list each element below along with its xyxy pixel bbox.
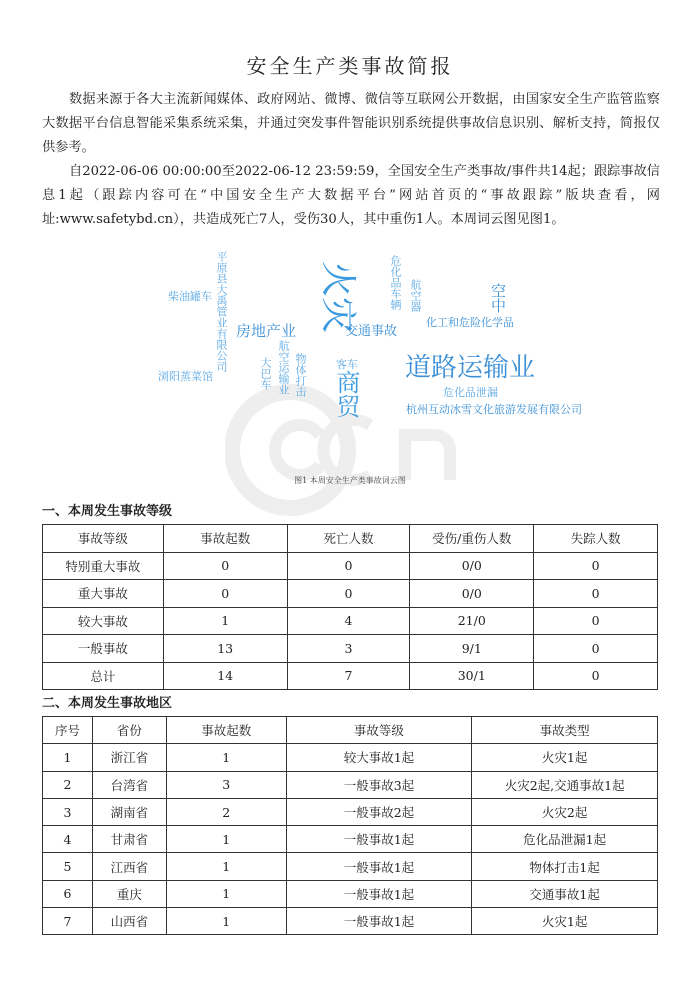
table-row: [43, 798, 658, 825]
table-cell: 一般事故: [43, 635, 164, 663]
table-row: [43, 908, 658, 935]
table-cell: 总计: [43, 662, 164, 690]
table-row: [43, 744, 658, 771]
word-cloud-term: 航空器: [409, 279, 422, 312]
table-cell: 火灾2起,交通事故1起: [472, 771, 658, 798]
table-cell: 交通事故1起: [472, 880, 658, 907]
word-cloud-term: 大巴车: [259, 357, 272, 390]
table-cell: 0: [534, 662, 658, 690]
table-cell: 0: [534, 607, 658, 635]
table-cell: 7: [287, 662, 410, 690]
table-cell: 一般事故2起: [286, 798, 472, 825]
table-cell: 较大事故1起: [286, 744, 472, 771]
word-cloud-term: 航空运输业: [277, 340, 290, 395]
figure-caption: 图1 本周安全生产类事故词云图: [294, 476, 406, 485]
table-cell: 9/1: [410, 635, 534, 663]
word-cloud: [150, 245, 582, 475]
table-cell: 13: [163, 635, 287, 663]
table-row: [43, 635, 658, 663]
table-cell: 1: [166, 826, 286, 853]
table-cell: 台湾省: [92, 771, 166, 798]
table-cell: 0: [163, 580, 287, 608]
table-cell: 江西省: [92, 853, 166, 880]
table-cell: 3: [287, 635, 410, 663]
word-cloud-term: 客车: [336, 358, 358, 371]
table-cell: 5: [43, 853, 93, 880]
table-cell: 重庆: [92, 880, 166, 907]
table-cell: 3: [166, 771, 286, 798]
table-header-row: [43, 525, 658, 553]
table-cell: 2: [166, 798, 286, 825]
table-cell: 1: [166, 853, 286, 880]
table-cell: 1: [166, 908, 286, 935]
table-cell: 6: [43, 880, 93, 907]
table-row: [43, 771, 658, 798]
table-cell: 较大事故: [43, 607, 164, 635]
word-cloud-term: 杭州互动冰雪文化旅游发展有限公司: [406, 403, 582, 416]
accident-region-table: [42, 716, 658, 935]
intro-paragraph: 数据来源于各大主流新闻媒体、政府网站、微博、微信等互联网公开数据，由国家安全生产监管监察大数据平台信息智能采集系统采集，并通过突发事件智能识别系统提供事故信息识别、解析支持，简报仅供参考。: [42, 92, 660, 155]
word-cloud-term: 危化品车辆: [389, 255, 402, 310]
section-heading: 二、本周发生事故地区: [42, 696, 173, 711]
table-cell: 火灾2起: [472, 798, 658, 825]
word-cloud-term: 商贸: [332, 370, 360, 418]
table-row: [43, 662, 658, 690]
table-cell: 30/1: [410, 662, 534, 690]
column-header: 失踪人数: [534, 525, 658, 553]
table-cell: 0: [163, 552, 287, 580]
word-cloud-term: 房地产业: [236, 322, 297, 340]
table-cell: 火灾1起: [472, 744, 658, 771]
table-cell: 21/0: [410, 607, 534, 635]
word-cloud-term: 空中: [489, 283, 507, 313]
table-cell: 0/0: [410, 552, 534, 580]
table-cell: 重大事故: [43, 580, 164, 608]
table-cell: 0/0: [410, 580, 534, 608]
table-cell: 甘肃省: [92, 826, 166, 853]
table-cell: 1: [163, 607, 287, 635]
column-header: 事故起数: [163, 525, 287, 553]
table-cell: 2: [43, 771, 93, 798]
word-cloud-term: 物体打击: [294, 353, 307, 397]
word-cloud-term: 平原县大禹管业有限公司: [215, 251, 228, 372]
table-cell: 4: [287, 607, 410, 635]
word-cloud-term: 浏阳蒸菜馆: [158, 370, 213, 383]
table-row: [43, 880, 658, 907]
section-heading: 一、本周发生事故等级: [42, 504, 173, 519]
table-cell: 一般事故1起: [286, 908, 472, 935]
column-header: 事故等级: [43, 525, 164, 553]
table-cell: 浙江省: [92, 744, 166, 771]
word-cloud-term: 道路运输业: [405, 353, 536, 383]
column-header: 受伤/重伤人数: [410, 525, 534, 553]
table-cell: 1: [166, 744, 286, 771]
column-header: 序号: [43, 717, 93, 744]
table-cell: 山西省: [92, 908, 166, 935]
table-cell: 一般事故1起: [286, 880, 472, 907]
table-cell: 0: [534, 635, 658, 663]
word-cloud-term: 交通事故: [345, 324, 398, 339]
table-row: [43, 552, 658, 580]
word-cloud-term: 柴油罐车: [168, 290, 212, 303]
column-header: 事故类型: [472, 717, 658, 744]
table-row: [43, 580, 658, 608]
table-cell: 3: [43, 798, 93, 825]
table-cell: 物体打击1起: [472, 853, 658, 880]
table-cell: 火灾1起: [472, 908, 658, 935]
column-header: 省份: [92, 717, 166, 744]
table-cell: 14: [163, 662, 287, 690]
table-cell: 0: [287, 580, 410, 608]
word-cloud-term: 危化品泄漏: [443, 386, 498, 399]
table-cell: 7: [43, 908, 93, 935]
word-cloud-term: 火灾: [317, 261, 358, 334]
table-cell: 一般事故1起: [286, 853, 472, 880]
column-header: 死亡人数: [287, 525, 410, 553]
table-cell: 0: [534, 552, 658, 580]
table-cell: 湖南省: [92, 798, 166, 825]
table-cell: 危化品泄漏1起: [472, 826, 658, 853]
table-row: [43, 826, 658, 853]
table-cell: 一般事故1起: [286, 826, 472, 853]
table-cell: 特别重大事故: [43, 552, 164, 580]
table-cell: 0: [287, 552, 410, 580]
table-cell: 0: [534, 580, 658, 608]
summary-paragraph: 自2022-06-06 00:00:00至2022-06-12 23:59:59，全国安全生产类事故/事件共14起；跟踪事故信息1起（跟踪内容可在“中国安全生产大数据平台”网站首页的“事故跟踪”版块查看，网址:www.safetybd.cn），共造成死亡7人，受伤30人，其中重伤1人。本周词云图见图1。: [42, 164, 660, 227]
table-cell: 4: [43, 826, 93, 853]
word-cloud-term: 化工和危险化学品: [426, 316, 514, 329]
table-row: [43, 853, 658, 880]
table-cell: 一般事故3起: [286, 771, 472, 798]
table-cell: 1: [166, 880, 286, 907]
accident-level-table: [42, 524, 658, 690]
column-header: 事故等级: [286, 717, 472, 744]
column-header: 事故起数: [166, 717, 286, 744]
report-title: 安全生产类事故简报: [246, 54, 454, 78]
table-header-row: [43, 717, 658, 744]
table-row: [43, 607, 658, 635]
table-cell: 1: [43, 744, 93, 771]
